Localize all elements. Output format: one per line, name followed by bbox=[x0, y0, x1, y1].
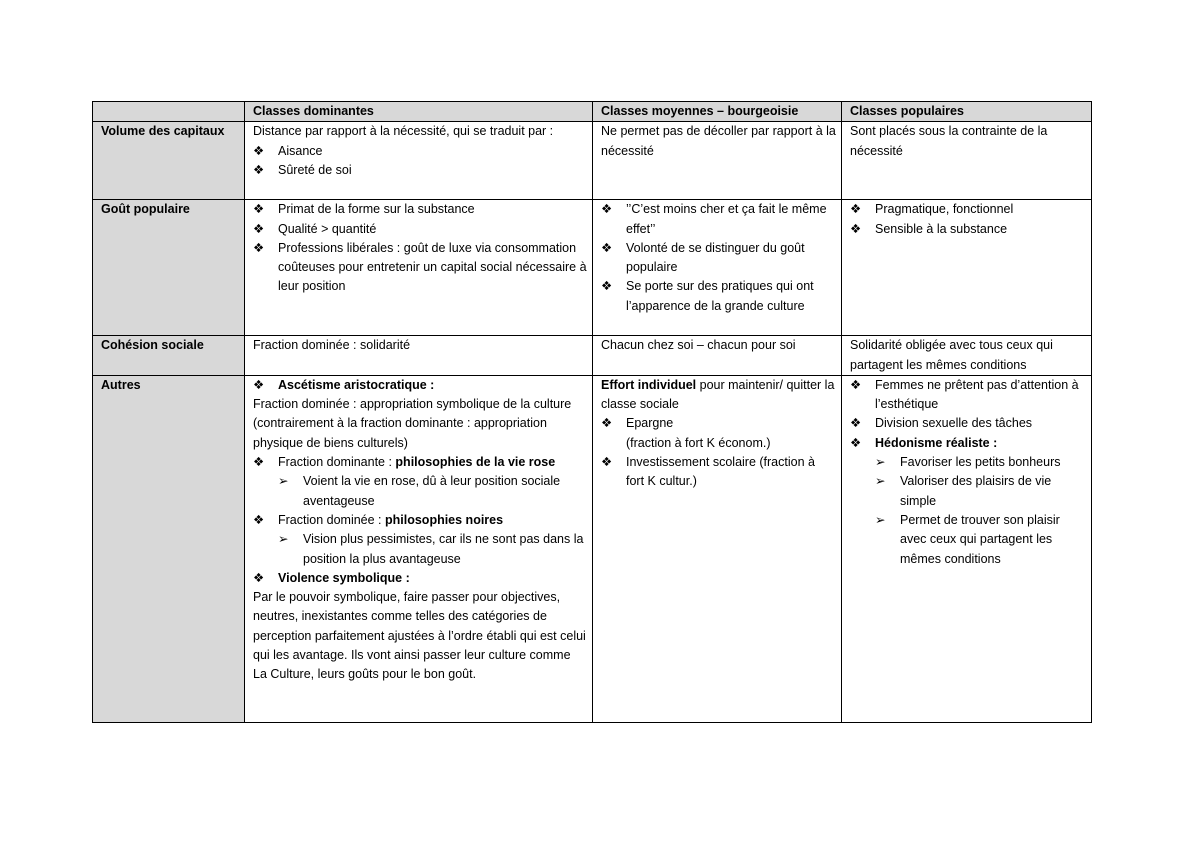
arrow-bullet-icon: ➢ bbox=[875, 455, 886, 470]
cell-volume-dominantes bbox=[245, 122, 593, 200]
bullet-list bbox=[253, 376, 587, 395]
sub-bullet-list bbox=[850, 453, 1086, 569]
list-item: ❖ Sensible à la substance bbox=[850, 220, 1086, 239]
list-item: ❖ ’’C’est moins cher et ça fait le même effet’’ bbox=[601, 202, 827, 236]
list-item: ➢ Voient la vie en rose, dû à leur position sociale aventageuse bbox=[278, 474, 561, 508]
diamond-bullet-icon: ❖ bbox=[850, 221, 862, 236]
arrow-bullet-icon: ➢ bbox=[278, 532, 289, 547]
list-item: ➢ Permet de trouver son plaisir avec ceux qui partagent les mêmes conditions bbox=[875, 512, 1060, 566]
table-row-autres bbox=[93, 375, 1092, 722]
list-item: ❖ Division sexuelle des tâches bbox=[850, 414, 1086, 433]
diamond-bullet-icon: ❖ bbox=[253, 143, 265, 158]
diamond-bullet-icon: ❖ bbox=[850, 202, 862, 217]
cell-text: Distance par rapport à la nécessité, qui se traduit par : bbox=[253, 124, 554, 139]
diamond-bullet-icon: ❖ bbox=[850, 435, 862, 450]
diamond-bullet-icon: ❖ bbox=[601, 202, 613, 217]
cell-text: Par le pouvoir symbolique, faire passer pour objectives, neutres, inexistantes comme telles des catégories de perception parfaitement ajustées à l’ordre établi qui est celui qui les avantage. Ils vont ainsi passer leur culture comme La Culture, leurs goûts pour le bon goût. bbox=[253, 590, 586, 682]
bullet-list bbox=[253, 453, 587, 472]
cell-gout-moyennes bbox=[593, 200, 842, 336]
arrow-bullet-icon: ➢ bbox=[875, 512, 886, 527]
list-item: ❖ Qualité > quantité bbox=[253, 220, 587, 239]
list-item: ❖ Hédonisme réaliste : bbox=[850, 434, 1086, 453]
list-item: ➢ Valoriser des plaisirs de vie simple bbox=[875, 474, 1052, 508]
list-item: ❖ Pragmatique, fonctionnel bbox=[850, 200, 1086, 219]
diamond-bullet-icon: ❖ bbox=[601, 240, 613, 255]
list-item: ❖ Primat de la forme sur la substance bbox=[253, 200, 587, 219]
bullet-list bbox=[601, 414, 836, 491]
list-item: ❖ Volonté de se distinguer du goût populaire bbox=[601, 240, 805, 275]
diamond-bullet-icon: ❖ bbox=[253, 240, 265, 255]
list-item: ❖ Se porte sur des pratiques qui ont l’apparence de la grande culture bbox=[601, 279, 814, 313]
list-item: ❖ Femmes ne prêtent pas d’attention à l’esthétique bbox=[850, 377, 1079, 412]
sub-bullet-list bbox=[253, 472, 587, 511]
row-label-cohesion: Cohésion sociale bbox=[93, 336, 245, 376]
cell-cohesion-dominantes: Fraction dominée : solidarité bbox=[245, 336, 593, 376]
bullet-list bbox=[850, 200, 1086, 239]
diamond-bullet-icon: ❖ bbox=[850, 377, 862, 392]
diamond-bullet-icon: ❖ bbox=[601, 455, 613, 470]
list-item: ❖ Fraction dominée : philosophies noires bbox=[253, 511, 587, 530]
cell-volume-moyennes: Ne permet pas de décoller par rapport à la nécessité bbox=[593, 122, 842, 200]
table-row-cohesion bbox=[93, 336, 1092, 376]
bullet-list bbox=[253, 142, 587, 181]
list-item: ❖ Aisance bbox=[253, 142, 587, 161]
diamond-bullet-icon: ❖ bbox=[850, 416, 862, 431]
row-label-autres: Autres bbox=[93, 375, 245, 722]
cell-gout-dominantes bbox=[245, 200, 593, 336]
row-label-gout: Goût populaire bbox=[93, 200, 245, 336]
arrow-bullet-icon: ➢ bbox=[875, 474, 886, 489]
bullet-list bbox=[850, 376, 1086, 453]
diamond-bullet-icon: ❖ bbox=[253, 455, 265, 470]
comparison-table bbox=[92, 101, 1092, 723]
bullet-list bbox=[601, 200, 836, 316]
header-classes-populaires: Classes populaires bbox=[842, 102, 1092, 122]
diamond-bullet-icon: ❖ bbox=[253, 162, 265, 177]
diamond-bullet-icon: ❖ bbox=[253, 202, 265, 217]
header-row bbox=[93, 102, 1092, 122]
diamond-bullet-icon: ❖ bbox=[253, 512, 265, 527]
row-label-volume: Volume des capitaux bbox=[93, 122, 245, 200]
diamond-bullet-icon: ❖ bbox=[253, 221, 265, 236]
diamond-bullet-icon: ❖ bbox=[601, 279, 613, 294]
list-item: ➢ Favoriser les petits bonheurs bbox=[875, 453, 1086, 472]
table-row-volume bbox=[93, 122, 1092, 200]
diamond-bullet-icon: ❖ bbox=[253, 570, 265, 585]
bullet-list bbox=[253, 200, 587, 296]
list-item: ➢ Vision plus pessimistes, car ils ne sont pas dans la position la plus avantageuse bbox=[278, 532, 584, 566]
cell-text: Effort individuel pour maintenir/ quitter la classe sociale bbox=[601, 377, 835, 412]
cell-autres-populaires bbox=[842, 375, 1092, 722]
list-item: ❖ Professions libérales : goût de luxe via consommation coûteuses pour entretenir un capital social nécessaire à leur position bbox=[253, 240, 587, 294]
list-item: ❖ Sûreté de soi bbox=[253, 161, 587, 180]
header-classes-moyennes: Classes moyennes – bourgeoisie bbox=[593, 102, 842, 122]
cell-cohesion-moyennes: Chacun chez soi – chacun pour soi bbox=[593, 336, 842, 376]
list-item: ❖ Ascétisme aristocratique : bbox=[253, 376, 587, 395]
cell-volume-populaires: Sont placés sous la contrainte de la nécessité bbox=[842, 122, 1092, 200]
diamond-bullet-icon: ❖ bbox=[253, 377, 265, 392]
list-item: ❖ Investissement scolaire (fraction à fort K cultur.) bbox=[601, 455, 815, 489]
sub-bullet-list bbox=[253, 530, 587, 569]
corner-cell bbox=[93, 102, 245, 122]
cell-cohesion-populaires: Solidarité obligée avec tous ceux qui partagent les mêmes conditions bbox=[842, 336, 1092, 376]
header-classes-dominantes: Classes dominantes bbox=[245, 102, 593, 122]
bullet-list bbox=[253, 511, 587, 530]
cell-autres-dominantes bbox=[245, 375, 593, 722]
table-row-gout bbox=[93, 200, 1092, 336]
diamond-bullet-icon: ❖ bbox=[601, 416, 613, 431]
list-item: ❖ Fraction dominante : philosophies de la vie rose bbox=[253, 453, 587, 472]
cell-text: Fraction dominée : appropriation symbolique de la culture (contrairement à la fraction dominante : appropriation physique de biens culturels) bbox=[253, 397, 572, 450]
cell-gout-populaires bbox=[842, 200, 1092, 336]
cell-autres-moyennes bbox=[593, 375, 842, 722]
arrow-bullet-icon: ➢ bbox=[278, 474, 289, 489]
bullet-list bbox=[253, 569, 587, 588]
list-item: ❖ Epargne (fraction à fort K économ.) bbox=[601, 416, 771, 450]
list-item: ❖ Violence symbolique : bbox=[253, 569, 587, 588]
